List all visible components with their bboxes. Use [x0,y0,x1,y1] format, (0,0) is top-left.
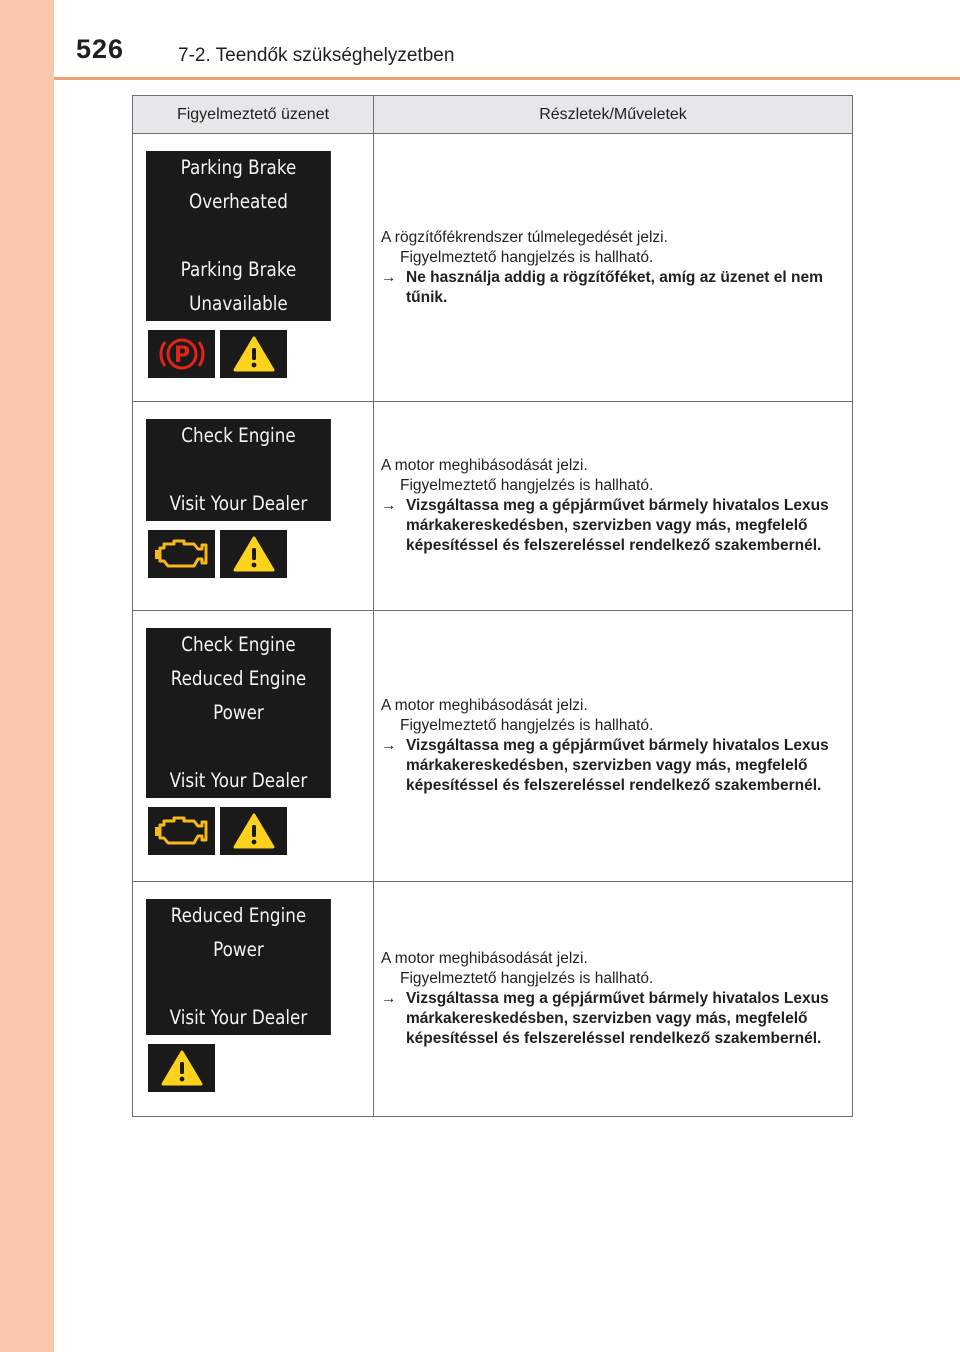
row-action-text: Ne használja addig a rögzítőféket, amíg az üzenet el nem tűnik. [406,268,823,306]
screen-line: Parking Brake [180,156,297,179]
table-row [133,134,853,402]
screen-line: Visit Your Dealer [169,492,308,515]
row-note: Figyelmeztető hangjelzés is hallható. [400,477,654,494]
table-row [133,611,853,882]
page-header [54,0,960,80]
parking-brake-icon [148,330,215,378]
table-header-row [133,96,853,134]
display-screen [146,899,331,1035]
row-action-text: Vizsgáltassa meg a gépjárművet bármely hivatalos Lexus márkakereskedésben, szervizben vagy más, megfelelő képesítéssel és felszereléssel rendelkező szakembernél. [406,990,829,1047]
message-cell [133,402,374,611]
row-action-text: Vizsgáltassa meg a gépjárművet bármely hivatalos Lexus márkakereskedésben, szervizben vagy más, megfelelő képesítéssel és felszereléssel rendelkező szakembernél. [406,497,829,554]
details-cell [374,882,853,1117]
message-cell [133,611,374,882]
side-tab-strip [0,0,54,1352]
section-title: 7-2. Teendők szükséghelyzetben [178,45,455,66]
check-engine-icon [148,530,215,578]
svg-text:P: P [173,343,190,368]
table-row [133,402,853,611]
header-rule [54,77,960,80]
warning-triangle-icon [220,530,287,578]
indicator-icons [148,807,373,855]
indicator-icons [148,330,373,378]
indicator-icons [148,530,373,578]
screen-line: Visit Your Dealer [169,769,308,792]
details-cell [374,402,853,611]
screen-line [146,219,331,253]
row-action [381,989,840,1049]
message-cell [133,134,374,402]
screen-line: Overheated [189,190,288,213]
display-screen [146,151,331,321]
message-cell [133,882,374,1117]
screen-line [146,730,331,764]
screen-line [146,453,331,487]
details-cell [374,134,853,402]
warning-triangle-icon [220,807,287,855]
screen-line: Power [213,701,264,724]
warning-message-table [132,95,853,1117]
column-header-details: Részletek/Műveletek [374,96,853,134]
warning-triangle-icon [220,330,287,378]
row-description: A motor meghibásodását jelzi. [381,697,588,714]
check-engine-icon [148,807,215,855]
row-description: A rögzítőfékrendszer túlmelegedését jelzi. [381,228,668,246]
arrow-icon: → [381,737,397,754]
row-description: A motor meghibásodását jelzi. [381,950,588,967]
display-screen [146,419,331,521]
warning-triangle-icon [148,1044,215,1092]
row-note: Figyelmeztető hangjelzés is hallható. [400,717,654,734]
column-header-message: Figyelmeztető üzenet [133,96,374,134]
table-row [133,882,853,1117]
display-screen [146,628,331,798]
screen-line: Check Engine [181,633,296,656]
screen-line: Parking Brake [180,258,297,281]
page-number: 526 [76,34,125,64]
row-description: A motor meghibásodását jelzi. [381,457,588,474]
arrow-icon: → [381,990,397,1007]
details-cell [374,611,853,882]
row-action [381,268,840,308]
row-action [381,496,840,556]
row-action-text: Vizsgáltassa meg a gépjárművet bármely hivatalos Lexus márkakereskedésben, szervizben vagy más, megfelelő képesítéssel és felszereléssel rendelkező szakembernél. [406,737,829,794]
indicator-icons [148,1044,373,1092]
row-note: Figyelmeztető hangjelzés is hallható. [400,248,654,266]
screen-line: Reduced Engine [170,667,307,690]
arrow-icon: → [381,268,397,286]
screen-line: Reduced Engine [170,904,307,927]
screen-line [146,967,331,1001]
screen-line: Unavailable [189,292,288,315]
screen-line: Power [213,938,264,961]
row-note: Figyelmeztető hangjelzés is hallható. [400,970,654,987]
row-action [381,736,840,796]
screen-line: Visit Your Dealer [169,1006,308,1029]
screen-line: Check Engine [181,424,296,447]
arrow-icon: → [381,497,397,514]
